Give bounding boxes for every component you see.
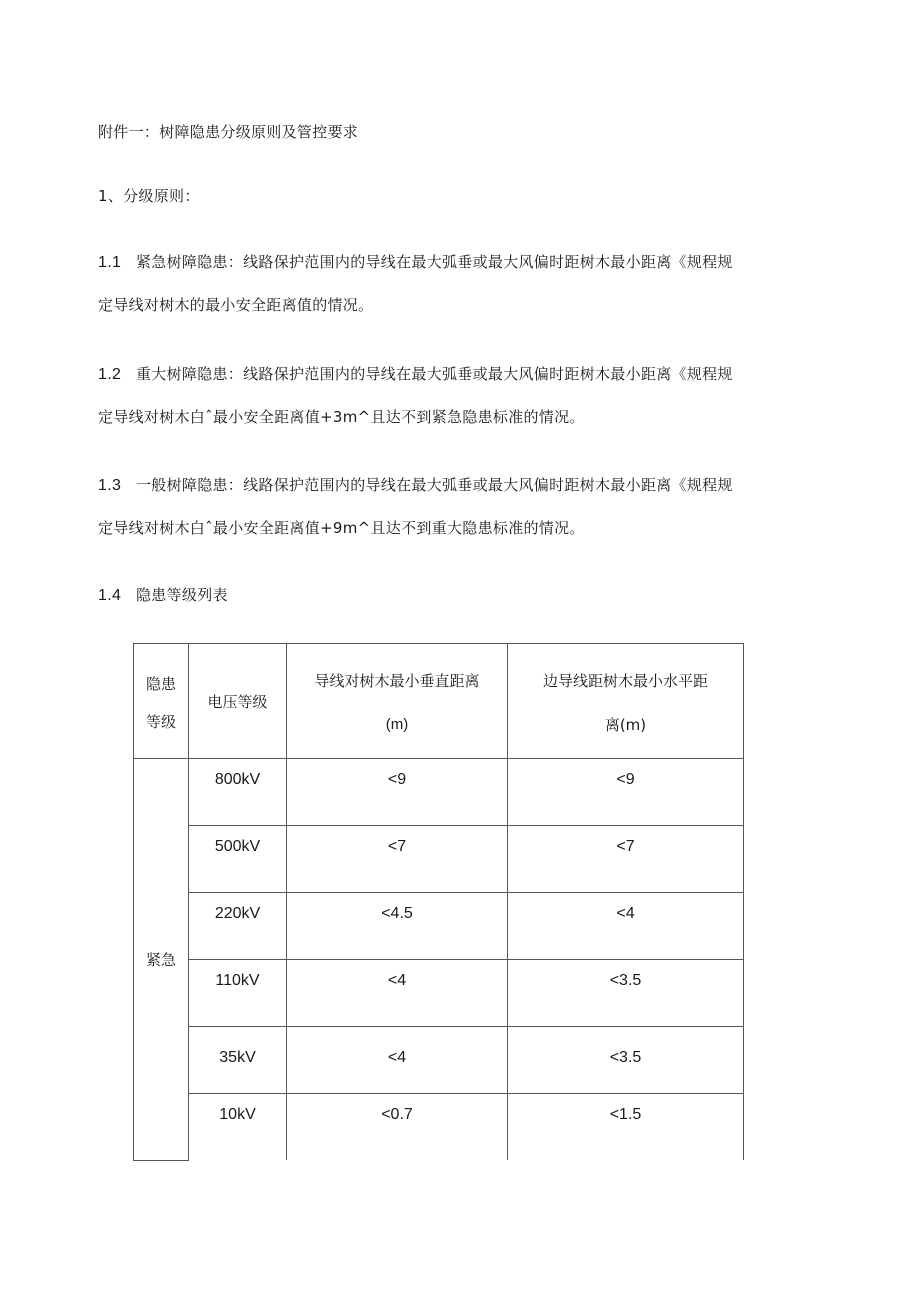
vertical-distance-value: <4.5 — [381, 905, 413, 922]
section-number: 1.1 — [98, 254, 122, 271]
section-1-1-line2: 定导线对树木的最小安全距离值的情况。 — [98, 296, 374, 314]
section-1-1-line1 — [98, 252, 733, 273]
voltage-cell — [189, 960, 287, 1027]
section-number: 1.4 — [98, 587, 122, 604]
table-row — [134, 893, 744, 960]
header-hazard-level-line2: 等级 — [145, 713, 176, 731]
vertical-distance-cell — [287, 1027, 508, 1094]
voltage-cell — [189, 1094, 287, 1161]
hazard-level-table — [133, 643, 744, 1161]
header-hazard-level — [134, 644, 189, 759]
vertical-distance-cell — [287, 759, 508, 826]
voltage-value: 110kV — [215, 972, 260, 989]
voltage-value: 220kV — [214, 905, 261, 922]
header-horizontal-distance — [508, 644, 744, 759]
table-caption-text: 隐患等级列表 — [136, 586, 228, 604]
section-1-3-line1 — [98, 475, 733, 496]
header-hazard-level-line1: 隐患 — [145, 675, 176, 693]
vertical-distance-value: <4 — [387, 1049, 407, 1066]
voltage-cell — [189, 893, 287, 960]
section-heading: 1、分级原则： — [98, 187, 200, 205]
vertical-distance-cell — [287, 826, 508, 893]
section-number: 1.2 — [98, 366, 122, 383]
table-caption — [98, 585, 228, 606]
hazard-level-label: 紧急 — [145, 950, 176, 969]
vertical-distance-value: <9 — [387, 771, 407, 788]
section-text: 一般树障隐患：线路保护范围内的导线在最大弧垂或最大风偏时距树木最小距离《规程规 — [136, 476, 733, 494]
vertical-distance-value: <7 — [387, 838, 407, 855]
horizontal-distance-value: <7 — [616, 838, 635, 855]
section-text: 紧急树障隐患：线路保护范围内的导线在最大弧垂或最大风偏时距树木最小距离《规程规 — [136, 253, 733, 271]
table-row — [134, 759, 744, 826]
header-horizontal-line2: 离(m) — [604, 716, 647, 734]
voltage-cell — [189, 826, 287, 893]
horizontal-distance-cell — [508, 759, 744, 826]
table-row — [134, 960, 744, 1027]
header-voltage — [189, 644, 287, 759]
header-voltage-text: 电压等级 — [207, 692, 268, 711]
hazard-level-cell — [134, 759, 189, 1161]
voltage-value: 10kV — [219, 1106, 256, 1123]
horizontal-distance-cell — [508, 1027, 744, 1094]
header-horizontal-line1: 边导线距树木最小水平距 — [542, 672, 708, 690]
section-1-2-line1 — [98, 364, 733, 385]
voltage-cell — [189, 1027, 287, 1094]
horizontal-distance-value: <9 — [616, 771, 635, 788]
vertical-distance-cell — [287, 1094, 508, 1161]
table-header-row — [134, 644, 744, 759]
voltage-value: 35kV — [219, 1049, 256, 1066]
horizontal-distance-value: <3.5 — [609, 1049, 642, 1066]
header-vertical-distance — [287, 644, 508, 759]
horizontal-distance-value: <4 — [616, 905, 635, 922]
horizontal-distance-cell — [508, 826, 744, 893]
document-title: 附件一：树障隐患分级原则及管控要求 — [98, 123, 359, 141]
vertical-distance-cell — [287, 893, 508, 960]
table-row — [134, 1094, 744, 1161]
voltage-cell — [189, 759, 287, 826]
horizontal-distance-value: <3.5 — [609, 972, 642, 989]
voltage-value: 800kV — [214, 771, 261, 788]
horizontal-distance-cell — [508, 1094, 744, 1161]
header-vertical-line2: (m) — [385, 716, 409, 733]
horizontal-distance-value: <1.5 — [609, 1106, 642, 1123]
section-1-2-line2: 定导线对树木白ˆ最小安全距离值+3m^且达不到紧急隐患标准的情况。 — [98, 408, 585, 426]
header-vertical-line1: 导线对树木最小垂直距离 — [314, 672, 480, 690]
horizontal-distance-cell — [508, 960, 744, 1027]
horizontal-distance-cell — [508, 893, 744, 960]
section-text: 重大树障隐患：线路保护范围内的导线在最大弧垂或最大风偏时距树木最小距离《规程规 — [136, 365, 733, 383]
section-1-3-line2: 定导线对树木白ˆ最小安全距离值+9m^且达不到重大隐患标准的情况。 — [98, 519, 585, 537]
section-number: 1.3 — [98, 477, 122, 494]
vertical-distance-value: <4 — [387, 972, 407, 989]
vertical-distance-value: <0.7 — [381, 1106, 413, 1123]
voltage-value: 500kV — [214, 838, 261, 855]
vertical-distance-cell — [287, 960, 508, 1027]
table-row — [134, 826, 744, 893]
table-row — [134, 1027, 744, 1094]
